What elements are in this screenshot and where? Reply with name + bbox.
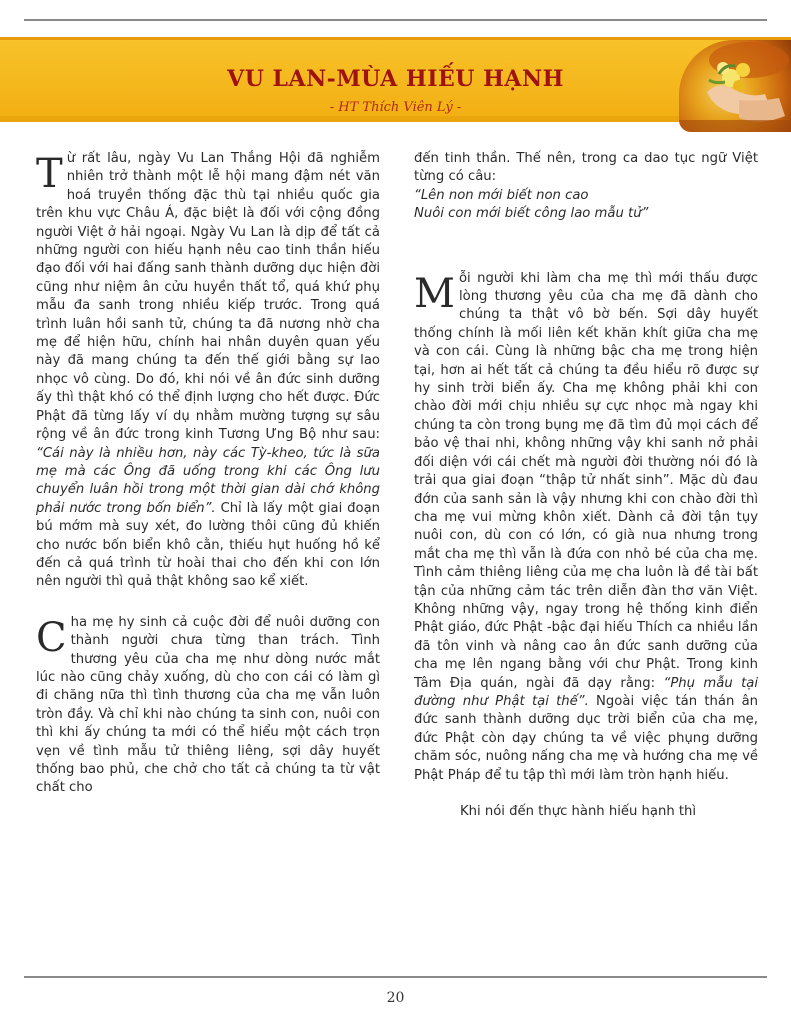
paragraph-1-text-b: Chỉ là lấy một giai đoạn bú mớm mà suy xét, đo lường thôi cũng đủ khiến cho nước bốn biển khô cằn, thiếu hụt huống hồ kể đến cả quá trình từ hoài thai cho đến khi con lớn nên người thì quả thật không sao kể xiết. bbox=[36, 500, 381, 590]
paragraph-3-text-b: Ngoài việc tán thán ân đức sanh thành dưỡng dục trời biển của cha mẹ, đức Phật còn dạy chúng ta về việc phụng dưỡng chăm sóc, nuông nấng cha mẹ và hướng cha mẹ về Phật Pháp để tu tập thì mới làm tròn hạnh hiếu. bbox=[414, 693, 759, 783]
paragraph-3-text-a: ỗi người khi làm cha mẹ thì mới thấu được lòng thương yêu của cha mẹ đã dành cho chúng ta thật vô bờ bến. Sợi dây huyết thống chính là mối liên kết khăn khít giữa cha mẹ và con cái. Cùng là những bậc cha mẹ trong hiện tại, hơn ai hết tất cả chúng ta đều hiểu rõ được sự hy sinh trời biển ấy. Cha mẹ không phải khi con chào đời mới chịu nhiều sự cực nhọc mà ngay khi chúng ta còn trong bụng mẹ đã tìm đủ mọi cách để bảo vệ thai nhi, không những vậy khi sanh nở phải đối diện với cái chết mà người đời thường nói đó là trải qua giai đoạn “thập tử nhất sinh”. Mặc dù đau đớn của sanh sản là vậy nhưng khi con chào đời thì cha mẹ vui mừng khôn xiết. Dành cả đời tận tụy nuôi con, dù con có lớn, có già nua nhưng trong mắt cha mẹ thì vẫn là đứa con nhỏ bé của cha mẹ. Tình cảm thiêng liêng của mẹ cha luôn là đề tài bất tận của những cảm tác trên diễn đàn thơ văn Việt. Không những vậy, ngay trong hệ thống kinh điển Phật giáo, đức Phật -bậc đại hiếu Thích ca nhiều lần đã tôn vinh và nâng cao ân đức sanh dưỡng của cha mẹ lên ngang bằng với chư Phật. Trong kinh Tâm Địa quán, ngài đã dạy rằng: bbox=[414, 270, 758, 691]
paragraph-4 bbox=[414, 803, 758, 821]
right-column bbox=[414, 150, 758, 821]
drop-cap: T bbox=[36, 151, 63, 197]
bottom-rule bbox=[24, 976, 767, 978]
paragraph-continued: đến tinh thần. Thế nên, trong ca dao tục ngữ Việt từng có câu: bbox=[414, 151, 758, 185]
paragraph-1-text-a: ừ rất lâu, ngày Vu Lan Thắng Hội đã nghiễm nhiên trở thành một lễ hội mang đậm nét văn hoá truyền thống đặc thù tại nhiều quốc gia trên khu vực Châu Á, đặc biệt là đối với cộng đồng người Việt ở hải ngoại. Ngày Vu Lan là dịp để tất cả những người con hiếu hạnh nêu cao tinh thần hiếu đạo đối với hai đấng sanh thành dưỡng dục hiện đời cũng như niệm ân cửu huyền thất tổ, quá khứ phụ mẫu đa sanh trong nhiều kiếp trước. Trong quá trình luân hồi sanh tử, chúng ta đã nương nhờ cha mẹ để hiện hữu, chính hai nhân duyên quan yếu này đã mang chúng ta đến thế giới bằng sự lao nhọc vô cùng. Do đó, khi nói về ân đức sinh dưỡng ấy thì thật khó có thể định lượng cho hết được. Đức Phật đã từng lấy ví dụ nhằm mường tượng sự sâu rộng về ân đức trong kinh Tương Ưng Bộ như sau: bbox=[36, 151, 380, 443]
banner-stripe bbox=[0, 116, 791, 122]
sutra-quote: “Phụ mẫu tại đường như Phật tại thế”. bbox=[414, 675, 759, 709]
top-rule bbox=[24, 19, 767, 21]
poem-line-2: Nuôi con mới biết công lao mẫu tử” bbox=[414, 206, 649, 222]
title-banner bbox=[0, 37, 791, 122]
paragraph-4-text: Khi nói đến thực hành hiếu hạnh thì bbox=[460, 804, 697, 819]
left-column bbox=[36, 150, 380, 798]
paragraph-2-text: ha mẹ hy sinh cả cuộc đời để nuôi dưỡng con thành người chưa từng than trách. Tình thương yêu của cha mẹ như dòng nước mắt lúc nào cũng chảy xuống, dù cho con cái có làm gì đi chăng nữa thì tình thương của cha mẹ vẫn luôn tròn đầy. Và chỉ khi nào chúng ta sinh con, nuôi con thì khi ấy chúng ta mới có thể hiểu một cách trọn vẹn về tình mẫu tử thiêng liêng, sợi dây huyết thống bao phủ, che chở cho tất cả chúng ta từ vật chất cho bbox=[36, 614, 380, 796]
poem-line-1: “Lên non mới biết non cao bbox=[414, 187, 589, 203]
offering-hands-flowers-icon bbox=[679, 40, 791, 132]
paragraph-3 bbox=[414, 270, 758, 785]
paragraph-1 bbox=[36, 150, 380, 592]
sutra-quote: “Cái này là nhiều hơn, này các Tỳ-kheo, tức là sữa mẹ mà các Ông đã uống trong khi các Ông lưu chuyển luân hồi trong một thời gian dài chớ không phải nước trong bốn biển”. bbox=[36, 445, 380, 516]
paragraph-2 bbox=[36, 614, 380, 798]
page-number: 20 bbox=[386, 990, 405, 1006]
article-title: VU LAN-MÙA HIẾU HẠNH bbox=[227, 66, 564, 92]
article-author: - HT Thích Viên Lý - bbox=[329, 100, 462, 115]
drop-cap: M bbox=[414, 270, 455, 317]
drop-cap: C bbox=[36, 614, 67, 661]
